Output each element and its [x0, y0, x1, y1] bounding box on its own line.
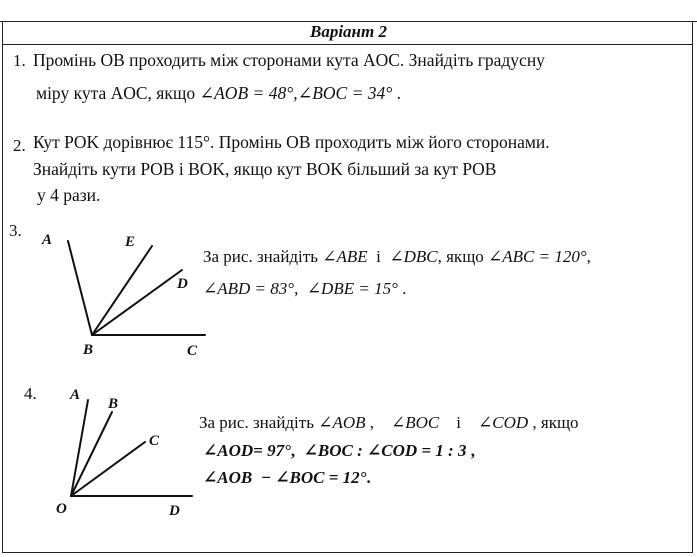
- ray-oc: [71, 442, 145, 496]
- variant-title: Варіант 2: [310, 22, 387, 41]
- task3-line1: [203, 247, 591, 267]
- task4-difference: ∠AOB − ∠BOC = 12°: [203, 468, 367, 487]
- label-d: D: [177, 276, 188, 292]
- task4-text5: ,: [290, 441, 304, 460]
- task3-number: 3.: [9, 221, 22, 240]
- label-c: C: [149, 433, 160, 449]
- task4-text2: ,: [365, 413, 392, 432]
- ray-be: [92, 246, 152, 335]
- ray-bd: [92, 270, 182, 335]
- label-a: A: [70, 387, 81, 403]
- task4-text6: ,: [466, 441, 475, 460]
- task4-angle-cod: ∠COD: [478, 413, 529, 432]
- label-b: B: [108, 396, 119, 412]
- task4-text7: .: [366, 468, 371, 487]
- task4-angle-aob: ∠AOB: [318, 413, 366, 432]
- ray-oa: [71, 400, 88, 496]
- task1-angles: ∠AOB = 48°,∠BOC = 34°: [199, 83, 393, 103]
- task2-line1: Кут POK дорівнює 115°. Промінь OB проходить між його сторонами.: [33, 132, 550, 152]
- task3-angle-abe: ∠ABE: [322, 247, 368, 266]
- task3-text6: .: [397, 279, 407, 298]
- label-c: C: [187, 343, 198, 359]
- task3-text4: ,: [586, 247, 591, 266]
- task4-line2: [203, 441, 475, 461]
- task3-angle-dbc: ∠DBC: [389, 247, 438, 266]
- task3-angle-dbe: ∠DBE = 15°: [306, 279, 398, 298]
- task3-text2: і: [367, 247, 390, 266]
- task2-line3: у 4 рази.: [37, 185, 101, 205]
- task1-line2: [36, 83, 401, 104]
- task1-line2-end: .: [392, 83, 402, 103]
- task4-angle-boc: ∠BOC: [391, 413, 440, 432]
- task2-number: 2.: [13, 136, 26, 155]
- ray-ob: [71, 412, 112, 496]
- task4-angle-aod: ∠AOD= 97°: [203, 441, 291, 460]
- task3-angle-abd: ∠ABD = 83°: [203, 279, 295, 298]
- task3-figure: [38, 228, 213, 363]
- ray-ba: [68, 241, 92, 335]
- task2-line2: Знайдіть кути POB і BOK, якщо кут BOK більший за кут POB: [33, 159, 497, 179]
- task4-line1: [199, 413, 579, 433]
- task4-text3: і: [439, 413, 478, 432]
- label-d: D: [169, 503, 180, 519]
- task3-text1: За рис. знайдіть: [203, 247, 323, 266]
- task3-line2: [203, 279, 406, 299]
- task4-line3: [203, 468, 371, 488]
- label-o: O: [56, 501, 67, 517]
- label-a: A: [42, 232, 53, 248]
- task3-text5: ,: [294, 279, 307, 298]
- task1-line1: Промінь OB проходить між сторонами кута AOC. Знайдіть градусну: [33, 50, 545, 70]
- task1-line2-text: міру кута AOC, якщо: [36, 83, 200, 103]
- header-divider: [2, 44, 693, 45]
- task4-ratio: ∠BOC : ∠COD = 1 : 3: [303, 441, 467, 460]
- task1-number: 1.: [13, 51, 26, 70]
- task4-number: 4.: [24, 384, 37, 403]
- task3-angle-abc: ∠ABC = 120°: [488, 247, 587, 266]
- task4-figure: [50, 382, 200, 522]
- task4-text1: За рис. знайдіть: [199, 413, 319, 432]
- task4-text4: , якщо: [528, 413, 579, 432]
- label-e: E: [125, 234, 136, 250]
- task3-text3: , якщо: [437, 247, 489, 266]
- label-b: B: [83, 342, 94, 358]
